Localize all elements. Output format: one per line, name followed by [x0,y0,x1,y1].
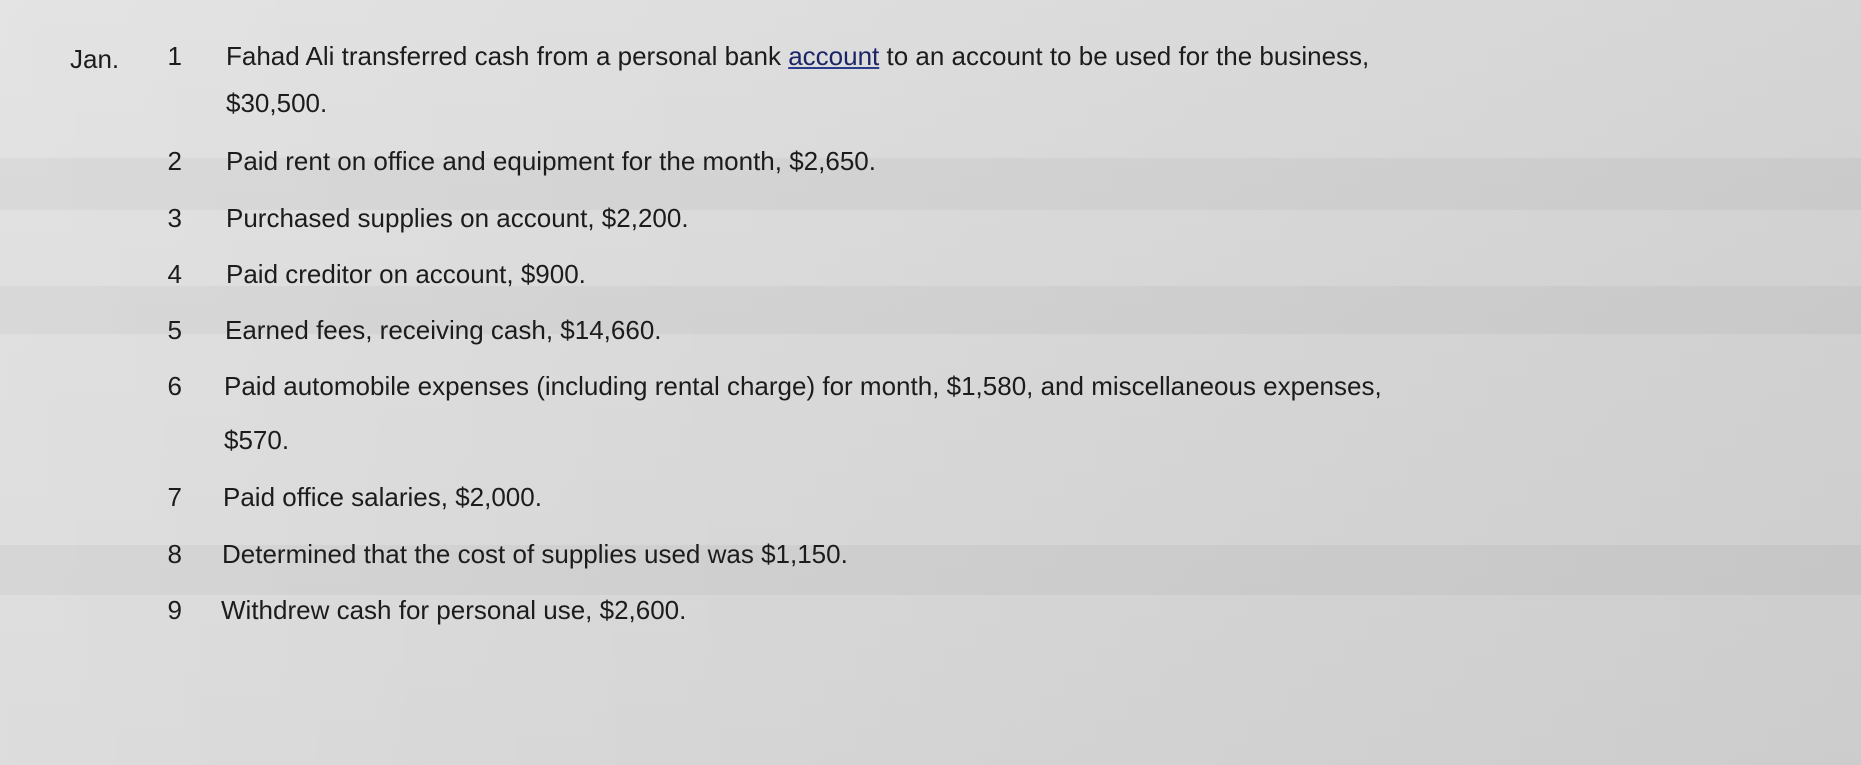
entry-day: 1 [167,41,182,71]
entry-day: 2 [167,146,182,176]
entry-day: 5 [167,315,182,345]
entry-text: Paid automobile expenses (including rental charge) for month, $1,580, and miscellaneous expenses, [224,371,1382,401]
entry-text: Paid rent on office and equipment for the month, $2,650. [226,146,876,176]
entry-text-part: Fahad Ali transferred cash from a personal bank [226,41,789,71]
entry-day: 3 [167,203,182,233]
month-label: Jan. [70,44,120,74]
entry-text: Withdrew cash for personal use, $2,600. [221,595,687,625]
entry-day: 9 [167,595,182,625]
entry-text-part: to an account to be used for the business, [879,41,1370,71]
entry-text: Purchased supplies on account, $2,200. [226,203,689,233]
account-link: account [788,41,880,71]
entry-text-continued: $30,500. [226,88,328,118]
entry-text: Determined that the cost of supplies used was $1,150. [222,539,848,569]
entry-day: 6 [167,371,182,401]
entry-text: Paid office salaries, $2,000. [223,482,542,512]
entry-day: 7 [167,482,182,512]
entry-day: 4 [167,259,182,289]
entry-text-continued: $570. [224,425,290,455]
entry-day: 8 [167,539,182,569]
entry-text: Earned fees, receiving cash, $14,660. [225,315,662,345]
entry-text: Paid creditor on account, $900. [226,259,586,289]
entry-text [226,41,1369,71]
